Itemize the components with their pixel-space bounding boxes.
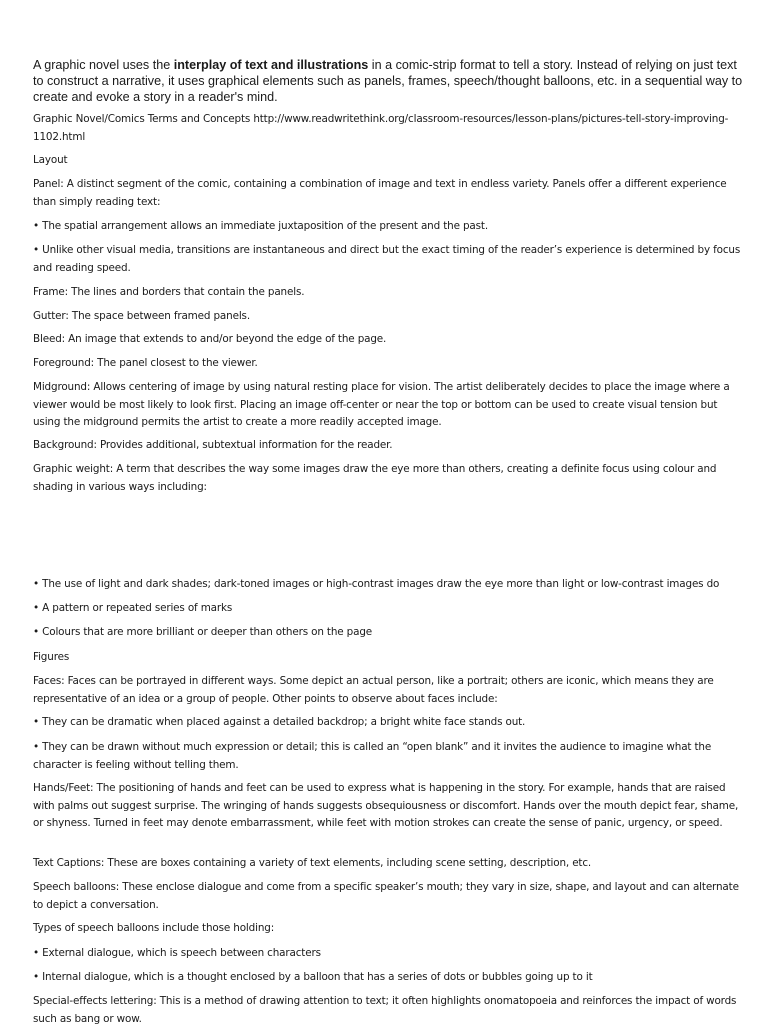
term-graphic-weight: Graphic weight: A term that describes the way some images draw the eye more than others, creating a definite focus using colour and shading in various ways including: (33, 463, 717, 493)
section-heading-layout: Layout (33, 154, 68, 166)
term-foreground: Foreground: The panel closest to the viewer. (33, 357, 258, 369)
bullet-spatial-arrangement: • The spatial arrangement allows an immediate juxtaposition of the present and the past. (33, 220, 488, 232)
intro-text-end: in a comic-strip format to tell a story. Instead of relying on just text to construct a narrative, it uses graphical elements such as panels, frames, speech/thought balloons, etc. in a sequential way to create and evoke a story in a reader's mind. (33, 58, 743, 104)
section-heading-figures: Figures (33, 651, 70, 663)
bullet-transitions: • Unlike other visual media, transitions are instantaneous and direct but the exact timing of the reader’s experience is determined by focus and reading speed. (33, 244, 741, 274)
bullet-dramatic-faces: • They can be dramatic when placed against a detailed backdrop; a bright white face stands out. (33, 716, 526, 728)
intro-paragraph (33, 57, 743, 105)
intro-text-start: A graphic novel uses the (33, 58, 174, 72)
bullet-pattern: • A pattern or repeated series of marks (33, 602, 233, 614)
bullet-colours: • Colours that are more brilliant or deeper than others on the page (33, 626, 373, 638)
term-text-captions: Text Captions: These are boxes containing a variety of text elements, including scene setting, description, etc. (33, 857, 592, 869)
bullet-light-dark: • The use of light and dark shades; dark-toned images or high-contrast images draw the eye more than light or low-contrast images do (33, 578, 720, 590)
source-reference: Graphic Novel/Comics Terms and Concepts http://www.readwritethink.org/classroom-resources/lesson-plans/pictures-tell-story-improving-1102.html (33, 113, 729, 143)
intro-bold-phrase: interplay of text and illustrations (173, 58, 369, 72)
term-frame: Frame: The lines and borders that contain the panels. (33, 286, 305, 298)
term-bleed: Bleed: An image that extends to and/or beyond the edge of the page. (33, 333, 387, 345)
bullet-external-dialogue: • External dialogue, which is speech between characters (33, 947, 321, 959)
term-special-effects-lettering: Special-effects lettering: This is a method of drawing attention to text; it often highlights onomatopoeia and reinforces the impact of words such as bang or wow. (33, 995, 737, 1025)
term-midground: Midground: Allows centering of image by using natural resting place for vision. The artist deliberately decides to place the image where a viewer would be most likely to look first. Placing an image off-center or near the top or bottom can be used to create visual tension but using the midground permits the artist to create a more readily accepted image. (33, 381, 730, 428)
bullet-open-blank: • They can be drawn without much expression or detail; this is called an “open blank” and it invites the audience to imagine what the character is feeling without telling them. (33, 741, 712, 771)
term-gutter: Gutter: The space between framed panels. (33, 310, 250, 322)
term-background: Background: Provides additional, subtextual information for the reader. (33, 439, 393, 451)
term-speech-balloons: Speech balloons: These enclose dialogue and come from a specific speaker’s mouth; they vary in size, shape, and layout and can alternate to depict a conversation. (33, 881, 739, 911)
term-hands-feet: Hands/Feet: The positioning of hands and feet can be used to express what is happening in the story. For example, hands that are raised with palms out suggest surprise. The wringing of hands suggests obsequiousness or discomfort. Hands over the mouth depict fear, shame, or shyness. Turned in feet may denote embarrassment, while feet with motion strokes can create the sense of panic, urgency, or speed. (33, 782, 739, 829)
speech-balloon-types-intro: Types of speech balloons include those holding: (33, 922, 275, 934)
bullet-internal-dialogue: • Internal dialogue, which is a thought enclosed by a balloon that has a series of dots or bubbles going up to it (33, 971, 593, 983)
term-panel: Panel: A distinct segment of the comic, containing a combination of image and text in endless variety. Panels offer a different experience than simply reading text: (33, 178, 727, 208)
term-faces: Faces: Faces can be portrayed in different ways. Some depict an actual person, like a portrait; others are iconic, which means they are representative of an idea or a group of people. Other points to observe about faces include: (33, 675, 714, 705)
